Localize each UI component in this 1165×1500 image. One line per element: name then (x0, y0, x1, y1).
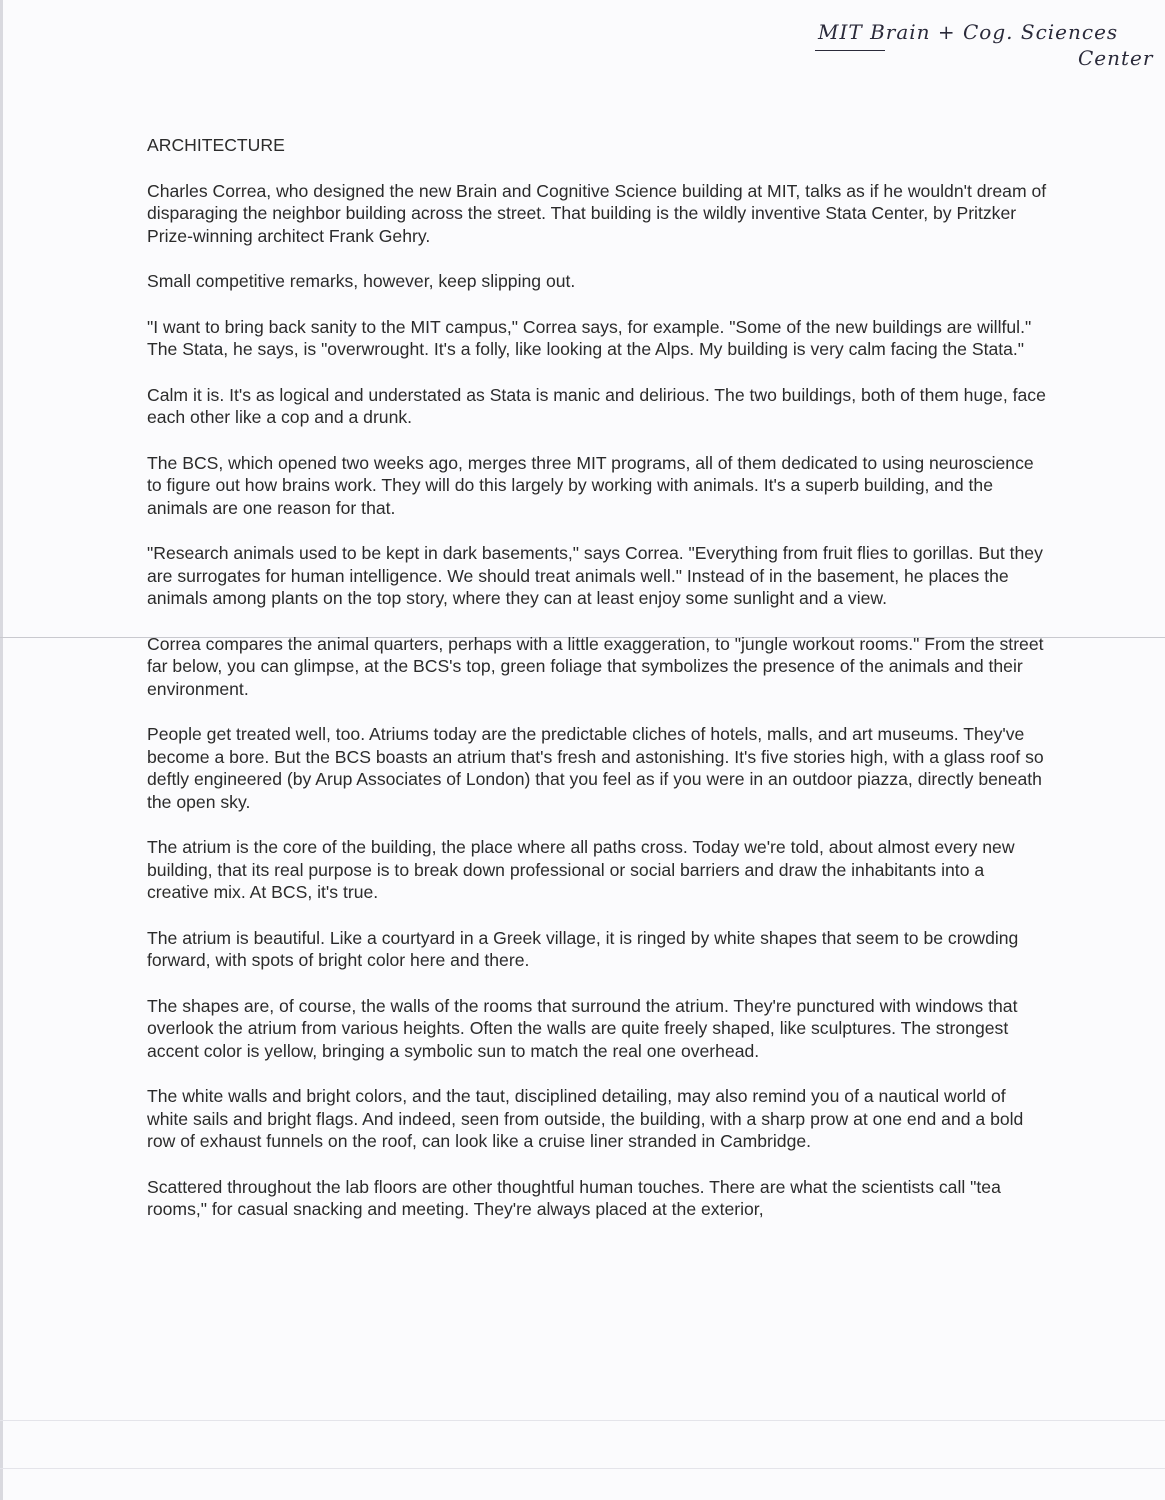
fold-line (0, 1468, 1165, 1469)
handwritten-underline (815, 50, 885, 51)
paragraph: Scattered throughout the lab floors are other thoughtful human touches. There are what the scientists call "tea rooms," for casual snacking and meeting. They're always placed at the exterior, (147, 1176, 1001, 1219)
article-body (147, 134, 1047, 1244)
paragraph: Charles Correa, who designed the new Brain and Cognitive Science building at MIT, talks as if he wouldn't dream of disparaging the neighbor building across the street. That building is the wildly inventive Stata Center, by Pritzker Prize-winning architect Frank Gehry. (147, 180, 1047, 246)
paragraph: The atrium is the core of the building, the place where all paths cross. Today we're told, about almost every new building, that its real purpose is to break down professional or social barriers and draw the inhabitants into a creative mix. At BCS, it's true. (147, 837, 1015, 902)
handwritten-note-line1: MIT Brain + Cog. Sciences (818, 20, 1119, 44)
article-heading: ARCHITECTURE (147, 135, 285, 155)
paragraph: Correa compares the animal quarters, perhaps with a little exaggeration, to "jungle workout rooms." From the street far below, you can glimpse, at the BCS's top, green foliage that symbolizes the presence of the animals and their environment. (147, 633, 1044, 699)
paragraph: The BCS, which opened two weeks ago, merges three MIT programs, all of them dedicated to using neuroscience to figure out how brains work. They will do this largely by working with animals. It's a superb building, and the animals are one reason for that. (147, 452, 1034, 518)
paragraph: "Research animals used to be kept in dark basements," says Correa. "Everything from fruit flies to gorillas. But they are surrogates for human intelligence. We should treat animals well." Instead of in the basement, he places the animals among plants on the top story, where they can at least enjoy some sunlight and a view. (147, 543, 1043, 608)
paragraph: The white walls and bright colors, and the taut, disciplined detailing, may also remind you of a nautical world of white sails and bright flags. And indeed, seen from outside, the building, with a sharp prow at one end and a bold row of exhaust funnels on the roof, can look like a cruise liner stranded in Cambridge. (147, 1086, 1024, 1151)
paragraph: Calm it is. It's as logical and understated as Stata is manic and delirious. The two buildings, both of them huge, face each other like a cop and a drunk. (147, 384, 1046, 427)
paragraph: Small competitive remarks, however, keep slipping out. (147, 271, 576, 291)
paragraph: The atrium is beautiful. Like a courtyard in a Greek village, it is ringed by white shapes that seem to be crowding forward, with spots of bright color here and there. (147, 927, 1019, 970)
paragraph: "I want to bring back sanity to the MIT campus," Correa says, for example. "Some of the new buildings are willful." The Stata, he says, is "overwrought. It's a folly, like looking at the Alps. My building is very calm facing the Stata." (147, 316, 1032, 359)
paragraph: The shapes are, of course, the walls of the rooms that surround the atrium. They're punctured with windows that overlook the atrium from various heights. Often the walls are quite freely shaped, like sculptures. The strongest accent color is yellow, bringing a symbolic sun to match the real one overhead. (147, 995, 1018, 1061)
handwritten-note-line2: Center (1078, 46, 1154, 70)
fold-line (0, 1420, 1165, 1421)
scan-edge (0, 0, 3, 1500)
paragraph: People get treated well, too. Atriums today are the predictable cliches of hotels, malls, and art museums. They've become a bore. But the BCS boasts an atrium that's fresh and astonishing. It's five stories high, with a glass roof so deftly engineered (by Arup Associates of London) that you feel as if you were in an outdoor piazza, directly beneath the open sky. (147, 724, 1044, 812)
